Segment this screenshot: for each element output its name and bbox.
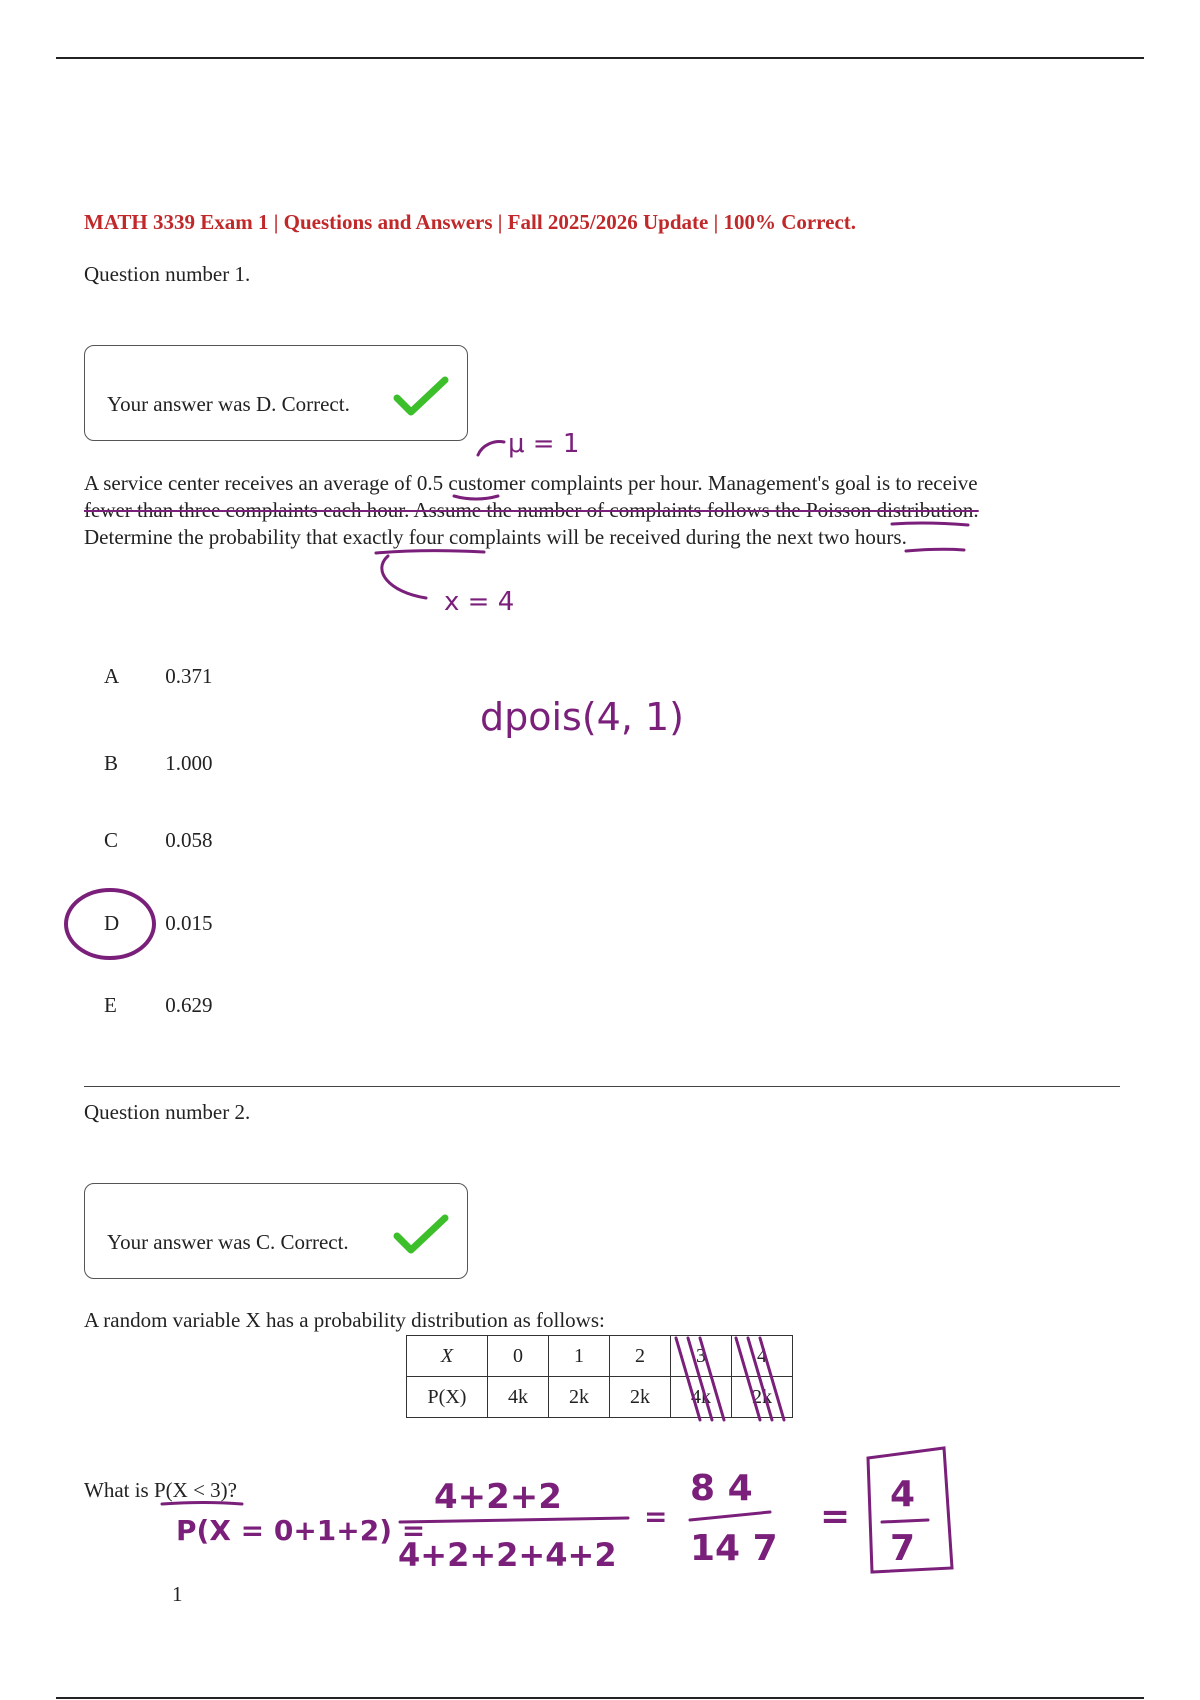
fraction-bar	[882, 1520, 928, 1522]
choice-a[interactable]	[104, 664, 213, 689]
table-cell: 4k	[671, 1377, 732, 1418]
choice-b[interactable]	[104, 751, 213, 776]
question-1-feedback-text: Your answer was D. Correct.	[107, 392, 350, 416]
fraction-bar	[400, 1518, 628, 1522]
question-2-intro: A random variable X has a probability distribution as follows:	[84, 1308, 605, 1332]
handwritten-lhs: P(X = 0+1+2) =	[176, 1514, 426, 1547]
question-2-ask: What is P(X < 3)?	[84, 1478, 237, 1502]
table-cell: 1	[549, 1336, 610, 1377]
table-cell: 4	[732, 1336, 793, 1377]
question-1-text	[84, 470, 1144, 551]
table-header-x: X	[407, 1336, 488, 1377]
table-header-p: P(X)	[407, 1377, 488, 1418]
choice-d[interactable]	[104, 911, 213, 936]
table-cell: 3	[671, 1336, 732, 1377]
choice-b-letter: B	[104, 751, 119, 775]
handwritten-mu: μ = 1	[508, 429, 580, 459]
question-1-label: Question number 1.	[84, 262, 251, 286]
choice-e-value: 0.629	[165, 993, 213, 1017]
choice-d-letter: D	[104, 911, 120, 935]
question-2-feedback-text: Your answer was C. Correct.	[107, 1230, 349, 1254]
handwritten-equals: =	[644, 1500, 668, 1533]
handwritten-answer-numerator: 4	[890, 1474, 916, 1515]
checkmark-icon	[393, 1212, 449, 1256]
probability-table	[406, 1335, 793, 1418]
fraction-bar	[690, 1512, 770, 1520]
answer-box-mark	[868, 1448, 952, 1572]
page-number: 1	[172, 1582, 183, 1606]
annotation-hook	[478, 442, 504, 455]
handwritten-simplified-numerator: 8 4	[690, 1468, 753, 1509]
table-cell: 2k	[610, 1377, 671, 1418]
question-1-feedback-box	[84, 345, 468, 441]
question-1-text-line-3: Determine the probability that exactly four complaints will be received during the next two hours.	[84, 525, 907, 549]
handwritten-equals: =	[820, 1496, 851, 1537]
handwritten-x: x = 4	[444, 587, 515, 617]
choice-e[interactable]	[104, 993, 213, 1018]
table-cell: 0	[488, 1336, 549, 1377]
handwritten-simplified-denominator: 14 7	[690, 1528, 778, 1569]
checkmark-icon	[393, 374, 449, 418]
question-1-text-line-1: A service center receives an average of 0.5 customer complaints per hour. Management's goal is to receive	[84, 471, 978, 495]
handwritten-numerator: 4+2+2	[434, 1477, 562, 1517]
table-row	[407, 1377, 793, 1418]
choice-d-value: 0.015	[165, 911, 213, 935]
table-cell: 2	[610, 1336, 671, 1377]
choice-a-letter: A	[104, 664, 120, 688]
choice-c-value: 0.058	[165, 828, 213, 852]
choice-e-letter: E	[104, 993, 117, 1017]
question-2-feedback-box	[84, 1183, 468, 1279]
handwritten-formula: dpois(4, 1)	[480, 695, 685, 739]
bottom-rule	[56, 1697, 1144, 1699]
top-rule	[56, 57, 1144, 59]
choice-a-value: 0.371	[165, 664, 213, 688]
choice-c[interactable]	[104, 828, 213, 853]
question-2-label: Question number 2.	[84, 1100, 251, 1124]
choice-c-letter: C	[104, 828, 119, 852]
table-cell: 2k	[732, 1377, 793, 1418]
choice-b-value: 1.000	[165, 751, 213, 775]
table-cell: 4k	[488, 1377, 549, 1418]
handwritten-denominator: 4+2+2+4+2	[398, 1536, 617, 1574]
annotation-arrow	[382, 556, 426, 598]
table-cell: 2k	[549, 1377, 610, 1418]
table-row	[407, 1336, 793, 1377]
handwritten-answer-denominator: 7	[890, 1528, 916, 1569]
question-1-text-line-2: fewer than three complaints each hour. Assume the number of complaints follows the Poisson distribution.	[84, 498, 979, 522]
question-separator	[84, 1086, 1120, 1087]
document-title: MATH 3339 Exam 1 | Questions and Answers | Fall 2025/2026 Update | 100% Correct.	[84, 210, 857, 234]
